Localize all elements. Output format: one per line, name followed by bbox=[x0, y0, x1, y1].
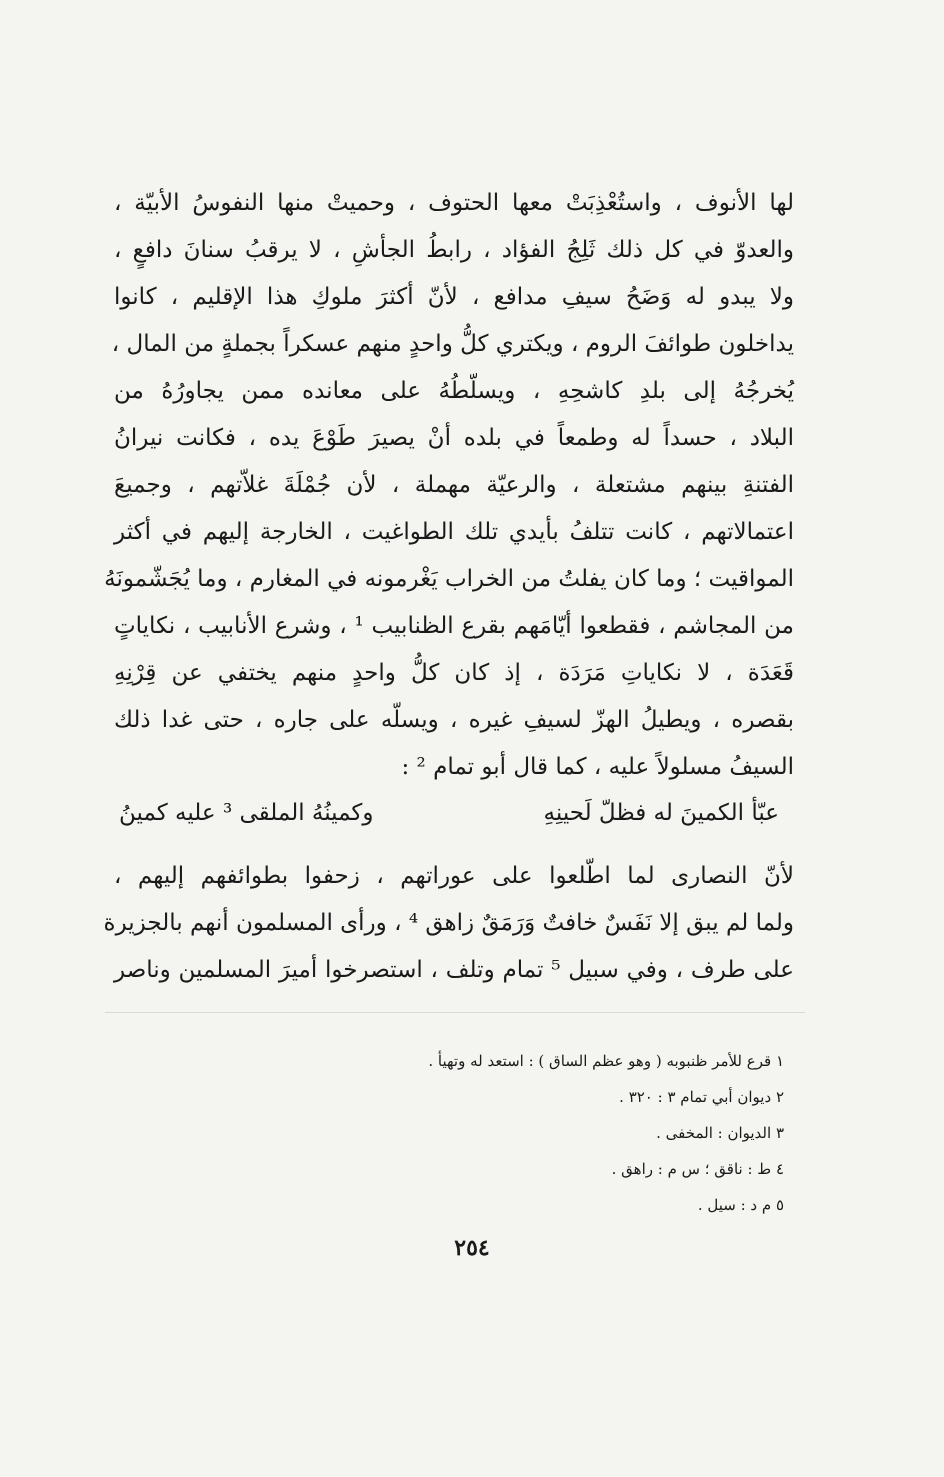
second-paragraph bbox=[103, 853, 794, 994]
text-line: الفتنةِ بينهم مشتعلة ، والرعيّة مهملة ، لأن جُمْلَةَ غلاّتهم ، وجميعَ bbox=[114, 472, 794, 498]
poetry-verse bbox=[114, 790, 794, 837]
footnote-divider bbox=[105, 1012, 805, 1013]
main-paragraph bbox=[104, 180, 794, 791]
text-line: قَعَدَة ، لا نكاياتِ مَرَدَة ، إذ كان كلُّ واحدٍ منهم يختفي عن قِرْنِهِ bbox=[114, 660, 794, 686]
footnote-item: ٥ م د : سيل . bbox=[697, 1196, 784, 1214]
footnote-item: ٣ الديوان : المخفى . bbox=[656, 1124, 784, 1142]
text-line: على طرف ، وفي سبيل ⁵ تمام وتلف ، استصرخوا أميرَ المسلمين وناصر bbox=[114, 957, 794, 983]
footnote-item: ٤ ط : ناقق ؛ س م : راهق . bbox=[611, 1160, 784, 1178]
verse-hemistich-first: عبّأ الكمينَ له فظلّ لَحينِهِ bbox=[543, 800, 779, 826]
text-line: والعدوّ في كل ذلك ثَلِجُ الفؤاد ، رابطُ الجأشِ ، لا يرقبُ سنانَ دافعٍ ، bbox=[114, 237, 794, 263]
text-line: من المجاشم ، فقطعوا أيّامَهم بقرع الظنابيب ¹ ، وشرع الأنابيب ، نكاياتٍ bbox=[114, 613, 794, 639]
footnote-item: ١ قرع للأمر ظنبوبه ( وهو عظم الساق ) : استعد له وتهيأ . bbox=[428, 1052, 784, 1070]
verse-hemistich-second: وكمينُهُ الملقى ³ عليه كمينُ bbox=[119, 800, 374, 826]
text-line: لأنّ النصارى لما اطّلعوا على عوراتهم ، زحفوا بطوائفهم إليهم ، bbox=[114, 863, 794, 889]
page-number: ٢٥٤ bbox=[454, 1235, 490, 1261]
footnotes bbox=[284, 1043, 784, 1223]
text-line: المواقيت ؛ وما كان يفلتُ من الخراب يَغْرمونه في المغارم ، وما يُجَشّمونَهُ bbox=[104, 566, 794, 592]
text-line: يداخلون طوائفَ الروم ، ويكتري كلُّ واحدٍ منهم عسكراً بجملةٍ من المال ، bbox=[111, 331, 794, 357]
text-line-last: السيفُ مسلولاً عليه ، كما قال أبو تمام ² : bbox=[401, 754, 794, 780]
text-line: يُخرجُهُ إلى بلدِ كاشحِهِ ، ويسلّطُهُ على معانده ممن يجاورُهُ من bbox=[114, 378, 794, 404]
text-line: البلاد ، حسداً له وطمعاً في بلده أنْ يصيرَ طَوْعَ يده ، فكانت نيرانُ bbox=[114, 425, 794, 451]
text-line: بقصره ، ويطيلُ الهزّ لسيفِ غيره ، ويسلّه على جاره ، حتى غدا ذلك bbox=[114, 707, 794, 733]
text-line: ولما لم يبق إلا نَفَسٌ خافتٌ وَرَمَقٌ زاهق ⁴ ، ورأى المسلمون أنهم بالجزيرة bbox=[103, 910, 794, 936]
text-line: اعتمالاتهم ، كانت تتلفُ بأيدي تلك الطواغيت ، الخارجة إليهم في أكثر bbox=[114, 519, 794, 545]
footnote-item: ٢ ديوان أبي تمام ٣ : ٣٢٠ . bbox=[619, 1088, 784, 1106]
text-line: ولا يبدو له وَضَحُ سيفِ مدافع ، لأنّ أكثرَ ملوكِ هذا الإقليم ، كانوا bbox=[114, 284, 794, 310]
text-line: لها الأنوف ، واستُعْذِبَتْ معها الحتوف ، وحميتْ منها النفوسُ الأبيّة ، bbox=[114, 190, 794, 216]
